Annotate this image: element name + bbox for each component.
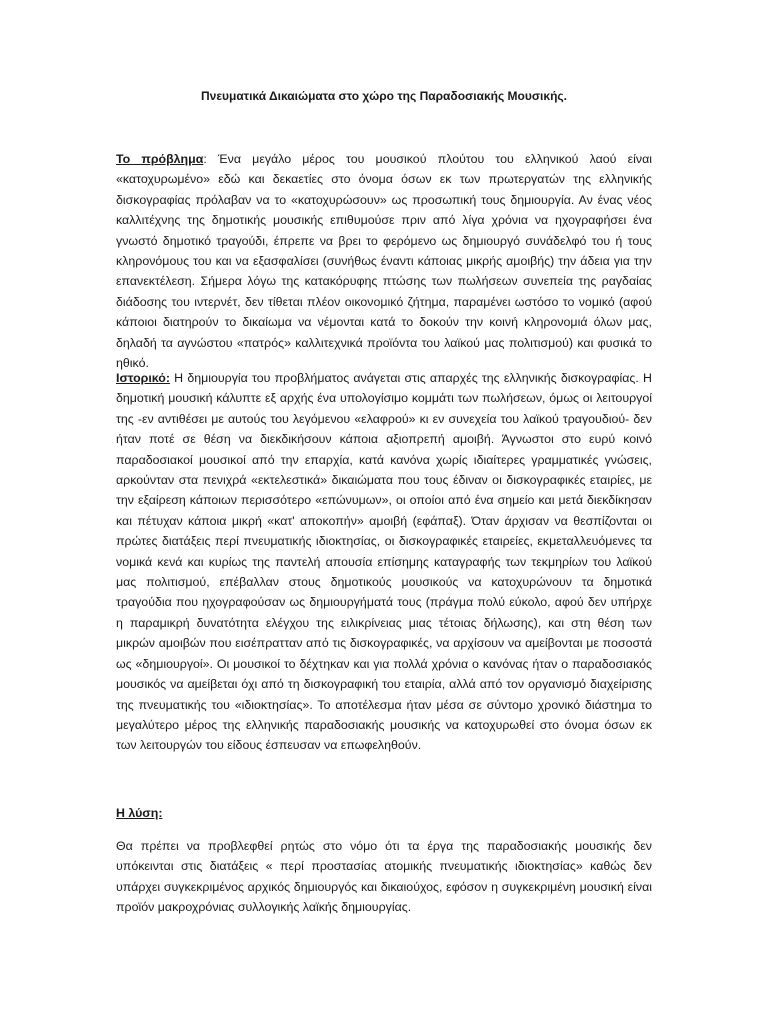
solution-heading: Η λύση: <box>116 806 163 820</box>
problem-paragraph <box>116 149 652 373</box>
history-text: Η δημιουργία του προβλήματος ανάγεται στις απαρχές της ελληνικής δισκογραφίας. Η δημοτική μουσική κάλυπτε εξ αρχής ένα υπολογίσιμο κομμάτι των πωλήσεων, όμως οι λειτουργοί της -εν αντιθέσει με αυτούς του λεγόμενου «ελαφρού» κι εν συνεχεία του λαϊκού τραγουδιού- δεν ήταν ποτέ σε θέση να διεκδικήσουν κάποια αξιοπρεπή αμοιβή. Άγνωστοι στο ευρύ κοινό παραδοσιακοί μουσικοί από την επαρχία, κατά κανόνα χωρίς ιδιαίτερες γραμματικές γνώσεις, αρκούνταν στα πενιχρά «εκτελεστικά» δικαιώματα που τους έδιναν οι δισκογραφικές εταιρίες, με την εξαίρεση κάποιων περισσότερο «επώνυμων», οι οποίοι από ένα σημείο και μετά διεκδίκησαν και πέτυχαν κάποια μικρή «κατ' αποκοπήν» αμοιβή (εφάπαξ). Όταν άρχισαν να θεσπίζονται οι πρώτες διατάξεις περί πνευματικής ιδιοκτησίας, οι δισκογραφικές εταιρείες, εκμεταλλευόμενες τα νομικά κενά και κυρίως της παντελή απουσία επίσημης καταγραφής των τεκμηρίων του λαϊκού μας πολιτισμού, επέβαλλαν στους δημοτικούς μουσικούς να κατοχυρώνουν τα δημοτικά τραγούδια που ηχογραφούσαν ως δημιουργήματά τους (πράγμα πολύ εύκολο, αφού δεν υπήρχε η παραμικρή δυνατότητα ελέγχου της ειλικρίνειας μιας τέτοιας δήλωσης), και στη θέση των μικρών αμοιβών που εισέπρατταν από τις δισκογραφικές, να αρχίσουν να αμείβονται με ποσοστά ως «δημιουργοί». Οι μουσικοί το δέχτηκαν και για πολλά χρόνια ο κανόνας ήταν ο παραδοσιακός μουσικός να αμείβεται όχι από τη δισκογραφική του εταιρία, αλλά από τον οργανισμό διαχείρισης της πνευματικής του «ιδιοκτησίας». Το αποτέλεσμα ήταν μέσα σε σύντομο χρονικό διάστημα το μεγαλύτερο μέρος της ελληνικής παραδοσιακής μουσικής να κατοχυρωθεί στο όνομα όσων εκ των λειτουργών του είδους έσπευσαν να επωφεληθούν. <box>116 371 652 753</box>
document-title: Πνευματικά Δικαιώματα στο χώρο της Παραδοσιακής Μουσικής. <box>201 89 567 103</box>
solution-paragraph <box>116 836 652 918</box>
problem-text: : Ένα μεγάλο μέρος του μουσικού πλούτου του ελληνικού λαού είναι «κατοχυρωμένο» εδώ και δεκαετίες στο όνομα όσων εκ των πρωτεργατών της ελληνικής δισκογραφίας πρόλαβαν να το «κατοχυρώσουν» ως προσωπική τους δημιουργία. Αν ένας νέος καλλιτέχνης της δημοτικής μουσικής επιθυμούσε πριν από λίγα χρόνια να ηχογραφήσει ένα γνωστό δημοτικό τραγούδι, έπρεπε να βρει το φερόμενο ως δημιουργό συνάδελφό του ή τους κληρονόμους του και να εξασφαλίσει (συνήθως έναντι κάποιας μικρής αμοιβής) την άδεια για την επανεκτέλεση. Σήμερα λόγω της κατακόρυφης πτώσης των πωλήσεων συνεπεία της ραγδαίας διάδοσης του ιντερνέτ, δεν τίθεται πλέον οικονομικό ζήτημα, παραμένει ωστόσο το νομικό (αφού κάποιοι διατηρούν το δικαίωμα να νέμονται κατά το δοκούν την κοινή κληρονομιά όλων μας, δηλαδή τα αγνώστου «πατρός» καλλιτεχνικά προϊόντα του λαϊκού μας πολιτισμού) και φυσικά το ηθικό. <box>116 152 652 371</box>
history-heading: Ιστορικό: <box>116 371 170 385</box>
history-paragraph <box>116 368 652 756</box>
solution-text: Θα πρέπει να προβλεφθεί ρητώς στο νόμο ότι τα έργα της παραδοσιακής μουσικής δεν υπόκεινται στις διατάξεις « περί προστασίας ατομικής πνευματικής ιδιοκτησίας» καθώς δεν υπάρχει συγκεκριμένος αρχικός δημιουργός και δικαιούχος, εφόσον η συγκεκριμένη μουσική είναι προϊόν μακροχρόνιας συλλογικής λαϊκής δημιουργίας. <box>116 839 652 915</box>
problem-heading: Το πρόβλημα <box>116 152 204 166</box>
